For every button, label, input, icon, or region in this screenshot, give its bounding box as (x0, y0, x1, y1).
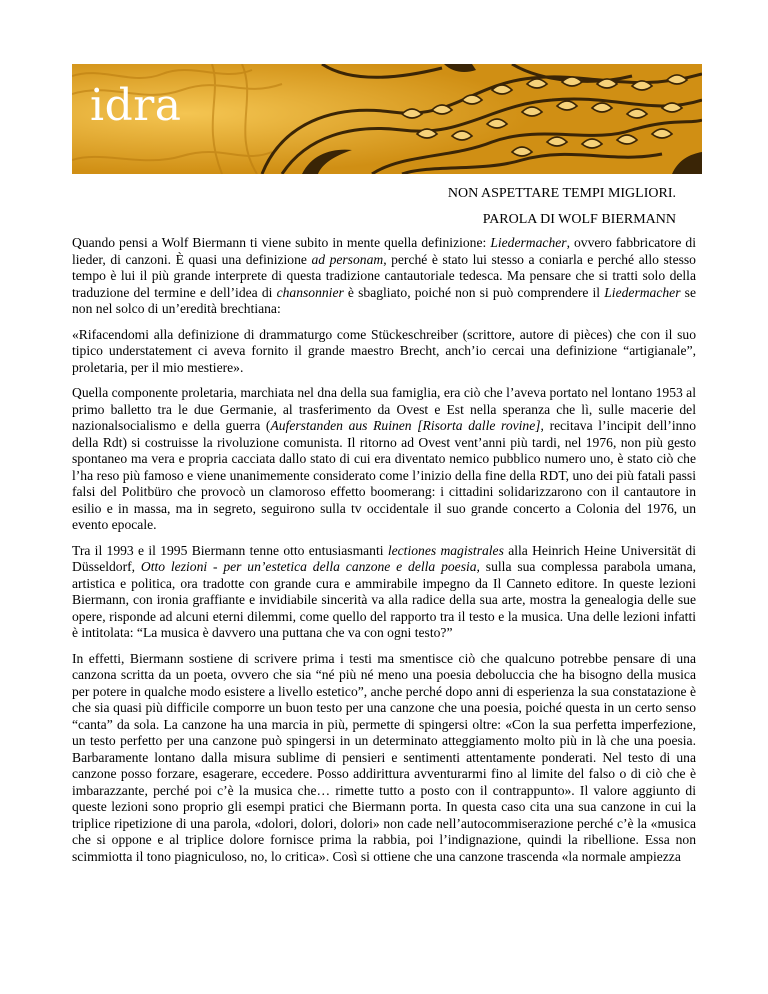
italic-run: Auferstanden aus Ruinen [Risorta dalle rovine] (270, 418, 541, 433)
text-run: se non nel solco di un’eredità brechtiana: (72, 284, 696, 316)
paragraph (72, 385, 696, 534)
italic-run: lectiones magistrales (387, 542, 504, 558)
text-run: , ovvero fabbricatore di lieder, di canzoni. È quasi una definizione (72, 235, 697, 267)
paragraph (72, 651, 696, 866)
text-run: Tra il 1993 e il 1995 Biermann tenne otto entusiasmanti (72, 542, 388, 558)
text-run: sulla sua complessa parabola umana, artistica e politica, ora tradotte con grande cura e ammirabile impegno da Il Canneto editore. In queste lezioni Biermann, con ironia graffiante e invidiabile sincerità va alla radice della sua arte, mostra la genealogia delle sue opere, risponde ad alcuni eterni dilemmi, come quello del rapporto tra il testo e la musica. Una delle lezioni infatti è intitolata: “La musica è davvero una puttana che va con ogni testo?” (72, 559, 697, 640)
paragraph (72, 235, 696, 318)
paragraph (72, 327, 696, 377)
title-line-1: NON ASPETTARE TEMPI MIGLIORI. (447, 186, 676, 201)
text-run: «Rifacendomi alla definizione di drammaturgo come Stückeschreiber (scrittore, autore di pièces) che con il suo tipico understatement ci aveva fornito il grande maestro Brecht, anch’io cercai una definizione “artigianale”, proletaria, per il mio mestiere». (72, 326, 696, 375)
text-run: , recitava l’incipit dell’inno della Rdt) si costruisse la rivoluzione comunista. Il ritorno ad Ovest vent’anni più tardi, nel 1976, non più gesto spontaneo ma vera e propria cacciata dallo stato di cui era diventato nemico pubblico numero uno, è stato ciò che l’ha reso più famoso e viene unanimemente considerato come l’inizio della fine della RDT, uno dei più fatali passi falsi del Politbüro che provocò un clamoroso effetto boomerang: i cittadini solidarizzarono con il cantautore in esilio e in massa, ma in segreto, seguirono sulla tv occidentale il suo grande concerto a Colonia del 1976, un evento epocale. (72, 418, 696, 532)
italic-run: Liedermacher (490, 235, 567, 250)
italic-run: Otto lezioni - per un’estetica della canzone e della poesia, (140, 559, 480, 574)
article-body (72, 235, 696, 865)
italic-run: chansonnier (276, 284, 344, 300)
title-line-2: PAROLA DI WOLF BIERMANN (482, 212, 676, 227)
text-run: alla Heinrich Heine Universität di Düsseldorf, (72, 542, 696, 574)
article-title (448, 186, 676, 238)
paragraph (72, 543, 696, 642)
text-run: Quella componente proletaria, marchiata nel dna della sua famiglia, era ciò che l’aveva portato nel lontano 1953 al primo balletto tra le due Germanie, al trasferimento da Ovest e Est nella speranza che lì, sulle macerie del nazionalsocialismo e della guerra ( (72, 385, 696, 433)
idra-logo: idra (90, 80, 182, 131)
text-run: , perché è stato lui stesso a coniarla e perché allo stesso tempo è lui il più grande interprete di questa tradizione cantautoriale tedesca. Ma pensare che si tratti solo della traduzione del termine e dell’idea di (72, 251, 696, 300)
text-run: In effetti, Biermann sostiene di scrivere prima i testi ma smentisce ciò che qualcuno potrebbe pensare di una canzona scritta da un poeta, ovvero che sia “né più né meno una poesia deboluccia che ha bisogno della musica per potere in qualche modo esistere a livello estetico”, anche perché dopo anni di esperienza la sua constatazione è che sia quasi più difficile comporre un buon testo per una canzone che una poesia, poiché questa in un certo senso “canta” da sola. La canzone ha una marcia in più, permette di spingersi oltre: «Con la sua perfetta imperfezione, un testo perfetto per una canzone può spingersi in un determinato atteggiamento molto più in là che una poesia. Barbaramente lontano dalla misura sublime di pensieri e sentimenti attentamente ponderati. Nel testo di una canzone posso forzare, esagerare, eccedere. Posso addirittura avventurarmi fino al limite del falso o di ciò che è imbarazzante, perché poi c’è la musica che… rimette tutto a posto con il contrappunto». Il valore aggiunto di queste lezioni sono proprio gli esempi pratici che Biermann porta. In questa caso cita una sua canzone in cui la triplice ripetizione di una parola, «dolori, dolori, dolori» non cade nell’autocommiserazione perché c’è la «musica che si oppone e al triplice dolore fornisce prima la rabbia, poi l’indignazione, quindi la ribellione. Essa non scimmiotta il tono piagniculoso, no, lo critica». Così si ottiene che una canzone trascenda «la normale ampiezza (72, 650, 696, 864)
text-run: è sbagliato, poiché non si può comprendere il (343, 284, 605, 300)
italic-run: ad personam (311, 251, 384, 267)
header-banner (72, 64, 702, 174)
text-run: Quando pensi a Wolf Biermann ti viene subito in mente quella definizione: (72, 235, 491, 250)
italic-run: Liedermacher (604, 284, 681, 300)
